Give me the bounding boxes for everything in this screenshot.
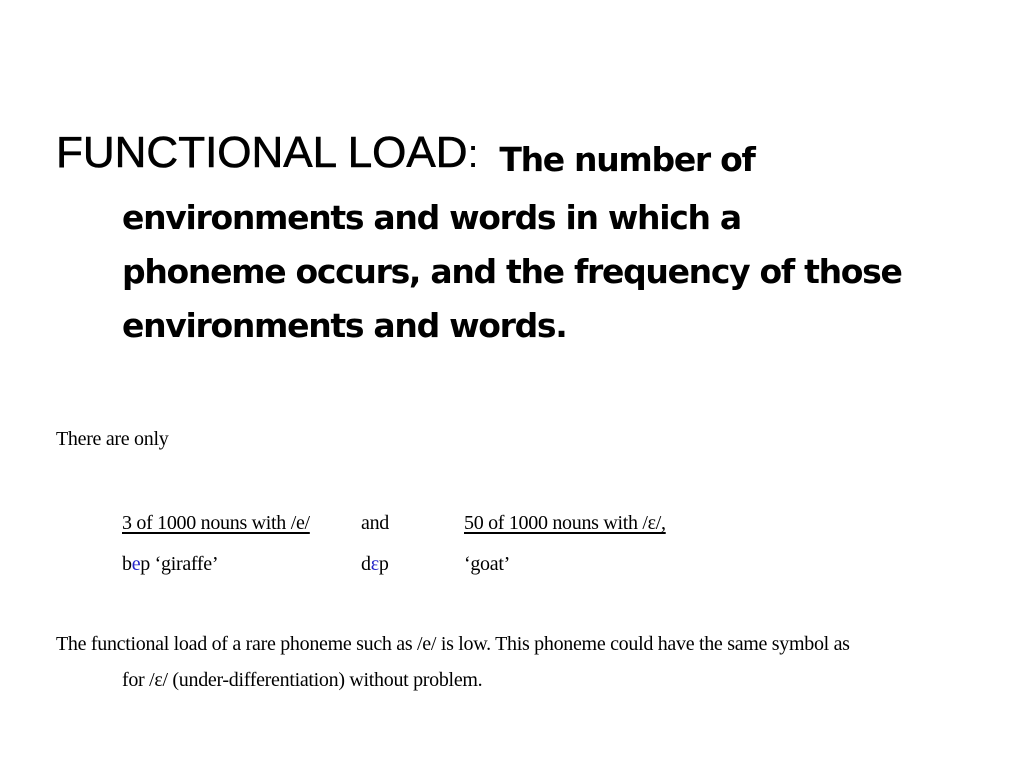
definition-colon: : xyxy=(467,132,478,176)
definition-line-1: The number of xyxy=(499,140,755,179)
example-left-prefix: b xyxy=(122,553,132,575)
example-right-gloss: ‘goat’ xyxy=(464,553,510,575)
conclusion-line-1: The functional load of a rare phoneme such as /e/ is low. This phoneme could have the same symbol as xyxy=(56,633,850,655)
definition-line-4: environments and words. xyxy=(122,306,567,345)
example-right-suffix: p xyxy=(378,553,389,575)
right-heading: 50 of 1000 nouns with /ɛ/, xyxy=(464,512,666,534)
conclusion-line-2: for /ɛ/ (under-differentiation) without problem. xyxy=(122,669,483,691)
example-right xyxy=(361,552,389,576)
example-left xyxy=(122,552,218,576)
definition-line-2: environments and words in which a xyxy=(122,198,741,237)
left-heading: 3 of 1000 nouns with /e/ xyxy=(122,512,310,534)
definition-line-3: phoneme occurs, and the frequency of those xyxy=(122,252,902,291)
definition-term: FUNCTIONAL LOAD xyxy=(56,128,468,177)
example-left-suffix: p ‘giraffe’ xyxy=(140,553,219,575)
definition-first-line xyxy=(56,128,755,179)
intro-text: There are only xyxy=(56,428,169,450)
example-right-vowel: ɛ xyxy=(370,553,379,575)
connector-and: and xyxy=(361,512,389,534)
example-left-vowel: e xyxy=(131,553,141,575)
example-right-prefix: d xyxy=(361,553,371,575)
